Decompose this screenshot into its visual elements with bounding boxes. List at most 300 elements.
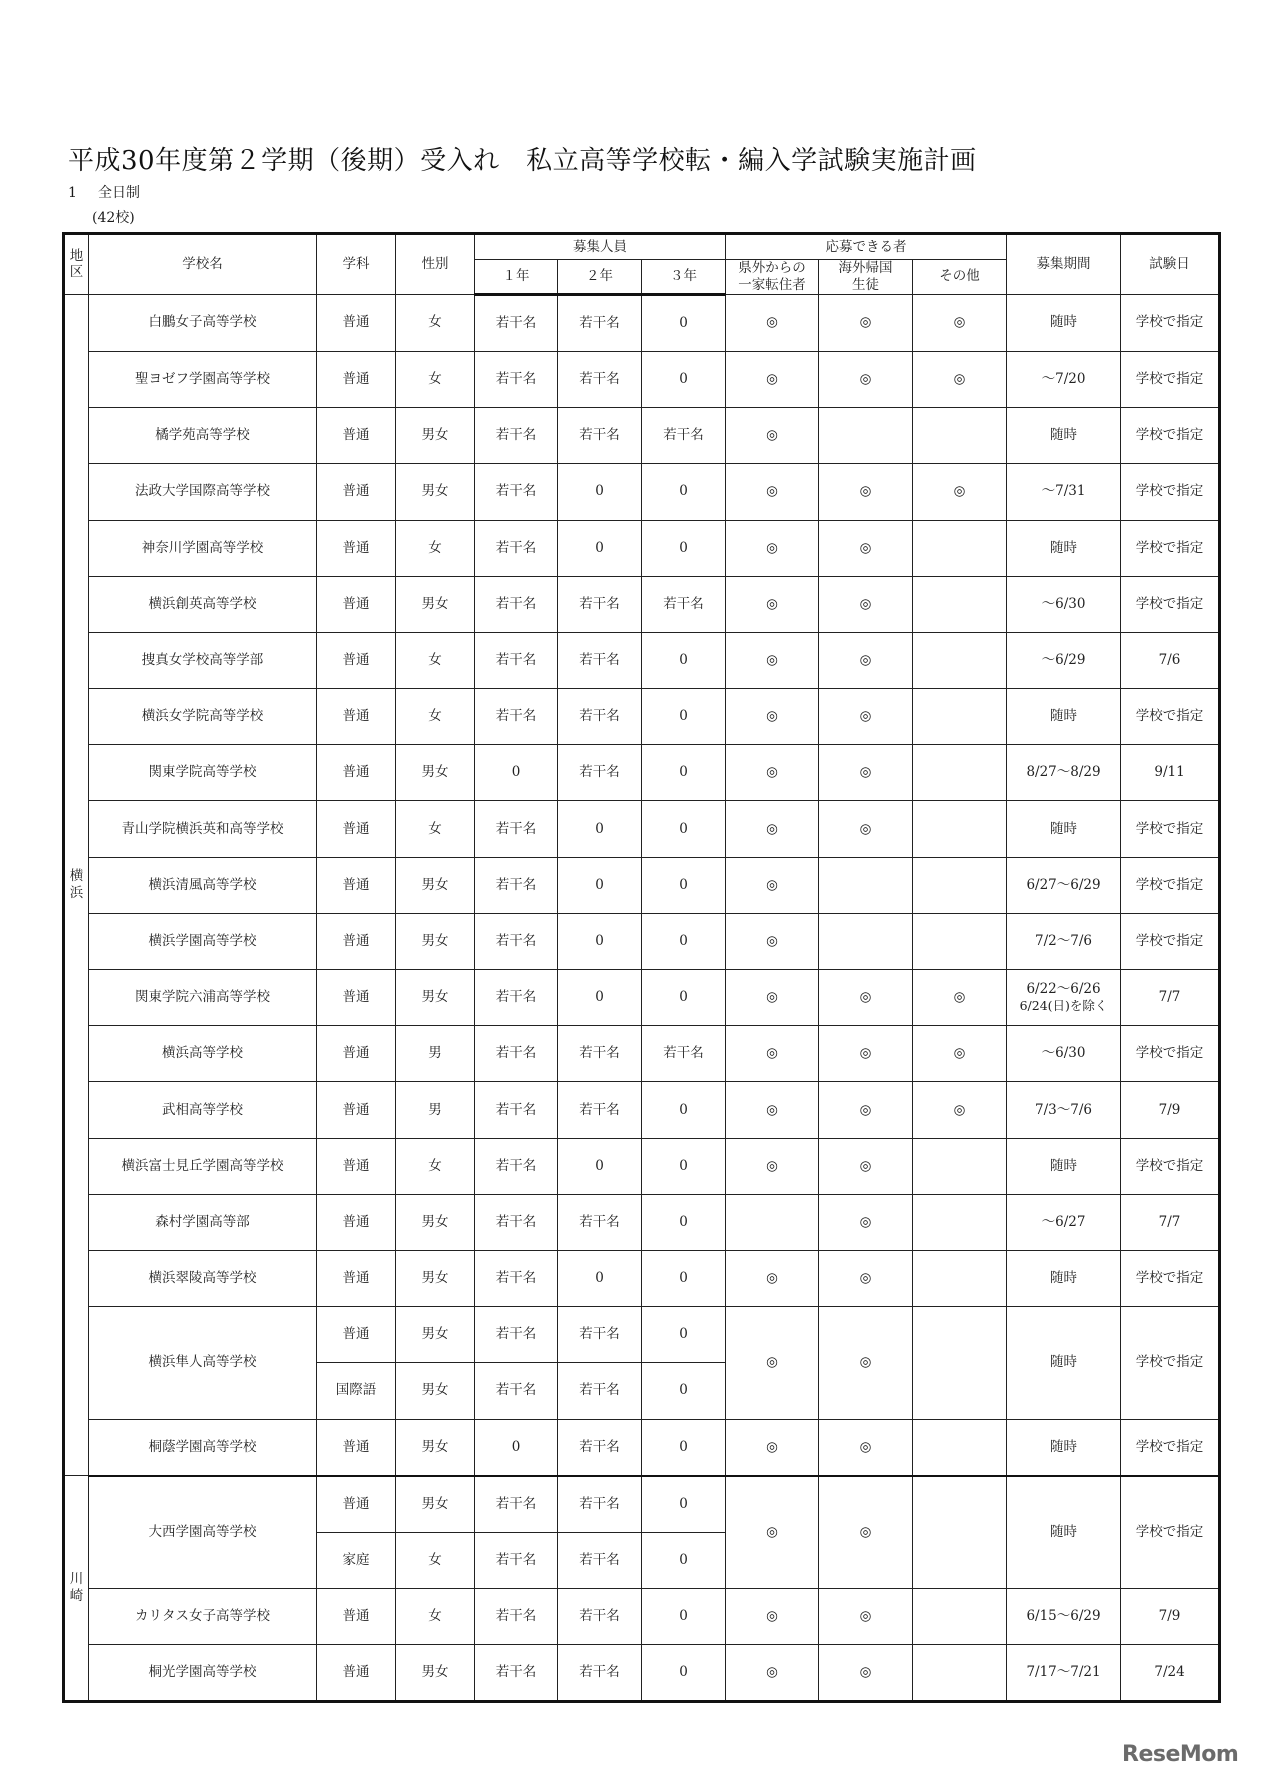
region-cell [64,1476,89,1702]
grade1-capacity: 若干名 [475,1645,558,1702]
table-row [64,632,1220,688]
grade1-capacity: 若干名 [475,1363,558,1419]
course-cell: 普通 [317,1082,396,1138]
grade3-capacity: 若干名 [642,1026,726,1082]
grade2-capacity: 若干名 [558,1194,642,1250]
exam-date-cell: 学校で指定 [1121,408,1220,464]
period-cell [1007,632,1121,688]
period-cell [1007,294,1121,351]
gender-cell: 男女 [396,464,475,520]
period-text: 7/2～7/6 [1035,932,1092,949]
school-name: 捜真女学校高等学部 [89,632,317,688]
other-mark: ◎ [913,464,1007,520]
returnee-mark: ◎ [819,1082,913,1138]
grade3-capacity: 0 [642,1476,726,1533]
other-mark [913,857,1007,913]
returnee-mark: ◎ [819,745,913,801]
grade2-capacity: 若干名 [558,1026,642,1082]
course-cell: 普通 [317,632,396,688]
gender-cell: 男 [396,1082,475,1138]
grade3-capacity: 0 [642,1138,726,1194]
grade3-capacity: 0 [642,801,726,857]
period-text: 6/22～6/26 [1026,981,1101,998]
returnee-mark: ◎ [819,1419,913,1476]
section-number: 1 [68,185,77,201]
school-name: 横浜清風高等学校 [89,857,317,913]
school-name: 関東学院六浦高等学校 [89,970,317,1026]
grade2-capacity: 若干名 [558,1645,642,1702]
other-mark: ◎ [913,1026,1007,1082]
exam-date-cell: 7/6 [1121,632,1220,688]
period-cell [1007,1194,1121,1250]
gender-cell: 男女 [396,970,475,1026]
grade1-capacity: 若干名 [475,1194,558,1250]
school-name: カリタス女子高等学校 [89,1589,317,1645]
period-cell [1007,520,1121,576]
exam-date-cell: 学校で指定 [1121,1026,1220,1082]
relocated-mark: ◎ [726,857,819,913]
school-name: 横浜創英高等学校 [89,576,317,632]
grade3-capacity: 0 [642,857,726,913]
grade1-capacity: 若干名 [475,351,558,407]
relocated-mark: ◎ [726,1419,819,1476]
course-cell: 普通 [317,1194,396,1250]
gender-cell: 男女 [396,1307,475,1363]
grade2-capacity: 0 [558,520,642,576]
period-text: 随時 [1050,1270,1078,1287]
period-text: 随時 [1050,708,1078,725]
gender-cell: 女 [396,351,475,407]
other-mark: ◎ [913,970,1007,1026]
gender-cell: 男女 [396,745,475,801]
grade1-capacity: 若干名 [475,1532,558,1588]
table-row [64,294,1220,351]
course-cell: 普通 [317,1307,396,1363]
table-row [64,351,1220,407]
grade2-capacity: 若干名 [558,745,642,801]
period-text: 6/27～6/29 [1026,876,1101,893]
header-other: その他 [913,260,1007,295]
returnee-mark [819,857,913,913]
course-cell: 普通 [317,351,396,407]
grade1-capacity: 若干名 [475,913,558,969]
returnee-mark: ◎ [819,294,913,351]
period-text: ～6/30 [1041,595,1086,612]
returnee-mark: ◎ [819,801,913,857]
other-mark [913,520,1007,576]
header-exam-date: 試験日 [1121,234,1220,295]
period-cell [1007,1026,1121,1082]
period-cell [1007,1082,1121,1138]
region-cell [64,294,89,1475]
period-cell [1007,1250,1121,1306]
table-row [64,1138,1220,1194]
period-text: 8/27～8/29 [1026,764,1101,781]
grade1-capacity: 若干名 [475,1476,558,1533]
grade3-capacity: 0 [642,294,726,351]
other-mark [913,1589,1007,1645]
period-cell [1007,408,1121,464]
grade2-capacity: 若干名 [558,1476,642,1533]
grade1-capacity: 若干名 [475,801,558,857]
gender-cell: 男女 [396,857,475,913]
grade2-capacity: 0 [558,464,642,520]
returnee-mark: ◎ [819,576,913,632]
gender-cell: 女 [396,1532,475,1588]
grade1-capacity: 若干名 [475,1250,558,1306]
relocated-mark: ◎ [726,576,819,632]
grade3-capacity: 若干名 [642,408,726,464]
course-cell: 普通 [317,1250,396,1306]
grade3-capacity: 若干名 [642,576,726,632]
school-name: 聖ヨゼフ学園高等学校 [89,351,317,407]
course-cell: 普通 [317,464,396,520]
grade3-capacity: 0 [642,1645,726,1702]
grade3-capacity: 0 [642,1589,726,1645]
period-cell [1007,1645,1121,1702]
section-label: 全日制 [98,185,140,201]
period-cell [1007,913,1121,969]
table-row [64,745,1220,801]
other-mark: ◎ [913,351,1007,407]
returnee-mark: ◎ [819,1307,913,1419]
other-mark [913,1645,1007,1702]
period-cell [1007,1476,1121,1589]
grade2-capacity: 若干名 [558,1532,642,1588]
school-name: 桐光学園高等学校 [89,1645,317,1702]
relocated-mark: ◎ [726,520,819,576]
grade1-capacity: 0 [475,1419,558,1476]
table-row [64,1589,1220,1645]
other-mark [913,745,1007,801]
header-relocated: 県外からの一家転住者 [726,260,819,295]
returnee-mark: ◎ [819,351,913,407]
returnee-mark: ◎ [819,1026,913,1082]
header-grade2: ２年 [558,260,642,295]
period-text: ～7/31 [1041,483,1086,500]
gender-cell: 男女 [396,1250,475,1306]
exam-date-cell: 7/9 [1121,1082,1220,1138]
grade3-capacity: 0 [642,1194,726,1250]
exam-date-cell: 7/24 [1121,1645,1220,1702]
relocated-mark: ◎ [726,1476,819,1589]
other-mark [913,1419,1007,1476]
course-cell: 普通 [317,294,396,351]
region-label: 横浜 [69,868,84,901]
grade2-capacity: 0 [558,1250,642,1306]
period-cell [1007,1307,1121,1419]
course-cell: 普通 [317,745,396,801]
relocated-mark: ◎ [726,464,819,520]
period-cell [1007,576,1121,632]
header-capacity: 募集人員 [475,234,726,260]
grade1-capacity: 若干名 [475,632,558,688]
period-text: ～6/27 [1041,1213,1086,1230]
grade3-capacity: 0 [642,1363,726,1419]
header-school: 学校名 [89,234,317,295]
course-cell: 普通 [317,857,396,913]
period-cell [1007,745,1121,801]
other-mark [913,1138,1007,1194]
table-row [64,1026,1220,1082]
section-heading [68,182,140,202]
returnee-mark: ◎ [819,970,913,1026]
exam-date-cell: 7/7 [1121,1194,1220,1250]
school-name: 関東学院高等学校 [89,745,317,801]
exam-date-cell: 学校で指定 [1121,1419,1220,1476]
grade2-capacity: 0 [558,913,642,969]
course-cell: 普通 [317,1138,396,1194]
grade2-capacity: 若干名 [558,408,642,464]
gender-cell: 女 [396,689,475,745]
period-text: ～6/29 [1041,652,1086,669]
relocated-mark: ◎ [726,1250,819,1306]
school-name: 武相高等学校 [89,1082,317,1138]
period-cell [1007,464,1121,520]
returnee-mark: ◎ [819,632,913,688]
grade3-capacity: 0 [642,464,726,520]
grade1-capacity: 若干名 [475,857,558,913]
school-name: 森村学園高等部 [89,1194,317,1250]
grade3-capacity: 0 [642,1419,726,1476]
gender-cell: 男 [396,1026,475,1082]
grade1-capacity: 若干名 [475,1026,558,1082]
exam-date-cell: 学校で指定 [1121,1250,1220,1306]
grade2-capacity: 若干名 [558,1419,642,1476]
exam-date-cell: 学校で指定 [1121,1138,1220,1194]
table-row [64,857,1220,913]
exam-date-cell: 9/11 [1121,745,1220,801]
relocated-mark: ◎ [726,913,819,969]
grade3-capacity: 0 [642,689,726,745]
school-name: 神奈川学園高等学校 [89,520,317,576]
gender-cell: 男女 [396,576,475,632]
exam-date-cell: 学校で指定 [1121,1307,1220,1419]
watermark-logo: ReseMom [1122,1742,1239,1767]
document-title: 平成30年度第２学期（後期）受入れ 私立高等学校転・編入学試験実施計画 [68,146,977,176]
gender-cell: 女 [396,801,475,857]
period-text: 随時 [1050,820,1078,837]
gender-cell: 男女 [396,408,475,464]
gender-cell: 女 [396,1138,475,1194]
table-row [64,801,1220,857]
admission-plan-table [62,232,1221,1703]
returnee-mark: ◎ [819,689,913,745]
period-text: 随時 [1050,427,1078,444]
exam-date-cell: 学校で指定 [1121,1476,1220,1589]
grade1-capacity: 0 [475,745,558,801]
grade1-capacity: 若干名 [475,970,558,1026]
course-cell: 普通 [317,520,396,576]
table-row [64,1307,1220,1363]
exam-date-cell: 学校で指定 [1121,520,1220,576]
grade2-capacity: 若干名 [558,1363,642,1419]
grade2-capacity: 若干名 [558,1307,642,1363]
course-cell: 普通 [317,1645,396,1702]
other-mark [913,576,1007,632]
course-cell: 普通 [317,970,396,1026]
period-cell [1007,1138,1121,1194]
header-course: 学科 [317,234,396,295]
exam-date-cell: 学校で指定 [1121,294,1220,351]
exam-date-cell: 学校で指定 [1121,913,1220,969]
grade1-capacity: 若干名 [475,689,558,745]
grade2-capacity: 若干名 [558,576,642,632]
region-label: 川崎 [69,1571,84,1605]
school-name: 横浜隼人高等学校 [89,1307,317,1419]
grade3-capacity: 0 [642,632,726,688]
gender-cell: 男女 [396,1194,475,1250]
grade2-capacity: 若干名 [558,294,642,351]
course-cell: 普通 [317,801,396,857]
other-mark [913,1250,1007,1306]
gender-cell: 男女 [396,1419,475,1476]
table-row [64,1194,1220,1250]
table-row [64,464,1220,520]
relocated-mark: ◎ [726,1589,819,1645]
relocated-mark: ◎ [726,1307,819,1419]
returnee-mark: ◎ [819,464,913,520]
grade3-capacity: 0 [642,520,726,576]
other-mark [913,408,1007,464]
grade2-capacity: 若干名 [558,632,642,688]
returnee-mark: ◎ [819,1476,913,1589]
relocated-mark: ◎ [726,1082,819,1138]
relocated-mark: ◎ [726,689,819,745]
course-cell: 普通 [317,408,396,464]
grade1-capacity: 若干名 [475,1138,558,1194]
returnee-mark: ◎ [819,1194,913,1250]
table-row [64,1645,1220,1702]
header-grade3: ３年 [642,260,726,295]
grade3-capacity: 0 [642,913,726,969]
grade3-capacity: 0 [642,745,726,801]
course-cell: 普通 [317,1026,396,1082]
relocated-mark: ◎ [726,351,819,407]
period-text: 7/17～7/21 [1026,1664,1101,1681]
relocated-mark: ◎ [726,745,819,801]
returnee-mark: ◎ [819,520,913,576]
other-mark [913,1307,1007,1419]
school-name: 法政大学国際高等学校 [89,464,317,520]
school-name: 横浜翠陵高等学校 [89,1250,317,1306]
period-text: 随時 [1050,539,1078,556]
relocated-mark: ◎ [726,1645,819,1702]
grade3-capacity: 0 [642,1250,726,1306]
gender-cell: 男女 [396,1363,475,1419]
school-name: 橘学苑高等学校 [89,408,317,464]
grade2-capacity: 0 [558,970,642,1026]
returnee-mark: ◎ [819,1250,913,1306]
gender-cell: 男女 [396,1645,475,1702]
other-mark [913,801,1007,857]
other-mark [913,913,1007,969]
other-mark [913,1476,1007,1589]
grade2-capacity: 若干名 [558,351,642,407]
school-name: 横浜富士見丘学園高等学校 [89,1138,317,1194]
header-period: 募集期間 [1007,234,1121,295]
period-cell [1007,1419,1121,1476]
period-cell [1007,689,1121,745]
period-note: 6/24(日)を除く [1019,998,1108,1014]
table-body [64,294,1220,1702]
grade1-capacity: 若干名 [475,1307,558,1363]
exam-date-cell: 学校で指定 [1121,576,1220,632]
header-gender: 性別 [396,234,475,295]
table-row [64,520,1220,576]
table-row [64,689,1220,745]
course-cell: 普通 [317,689,396,745]
course-cell: 普通 [317,1476,396,1533]
exam-date-cell: 学校で指定 [1121,801,1220,857]
relocated-mark: ◎ [726,294,819,351]
table-row [64,1419,1220,1476]
relocated-mark: ◎ [726,408,819,464]
other-mark [913,632,1007,688]
school-name: 桐蔭学園高等学校 [89,1419,317,1476]
period-text: ～6/30 [1041,1045,1086,1062]
gender-cell: 男女 [396,913,475,969]
grade1-capacity: 若干名 [475,576,558,632]
exam-date-cell: 学校で指定 [1121,351,1220,407]
grade3-capacity: 0 [642,351,726,407]
course-cell: 普通 [317,913,396,969]
period-text: 随時 [1050,1523,1078,1540]
school-name: 青山学院横浜英和高等学校 [89,801,317,857]
exam-date-cell: 学校で指定 [1121,857,1220,913]
exam-date-cell: 7/7 [1121,970,1220,1026]
grade1-capacity: 若干名 [475,520,558,576]
relocated-mark: ◎ [726,801,819,857]
grade1-capacity: 若干名 [475,1082,558,1138]
period-text: 随時 [1050,1157,1078,1174]
gender-cell: 女 [396,520,475,576]
other-mark: ◎ [913,294,1007,351]
header-region: 地区 [64,234,89,295]
exam-date-cell: 学校で指定 [1121,689,1220,745]
period-cell [1007,351,1121,407]
returnee-mark [819,408,913,464]
header-grade1: １年 [475,260,558,295]
exam-date-cell: 学校で指定 [1121,464,1220,520]
returnee-mark: ◎ [819,1645,913,1702]
grade2-capacity: 0 [558,801,642,857]
period-cell [1007,970,1121,1026]
grade3-capacity: 0 [642,1532,726,1588]
table-row [64,1476,1220,1533]
period-text: 随時 [1050,1438,1078,1455]
exam-date-cell: 7/9 [1121,1589,1220,1645]
grade3-capacity: 0 [642,1082,726,1138]
relocated-mark [726,1194,819,1250]
header-returnee: 海外帰国生徒 [819,260,913,295]
returnee-mark: ◎ [819,1589,913,1645]
grade2-capacity: 0 [558,1138,642,1194]
other-mark [913,689,1007,745]
gender-cell: 女 [396,632,475,688]
period-text: 7/3～7/6 [1035,1101,1092,1118]
table-row [64,1082,1220,1138]
other-mark [913,1194,1007,1250]
table-row [64,1250,1220,1306]
course-cell: 普通 [317,1419,396,1476]
course-cell: 普通 [317,1589,396,1645]
grade3-capacity: 0 [642,970,726,1026]
table-row [64,576,1220,632]
grade2-capacity: 若干名 [558,689,642,745]
relocated-mark: ◎ [726,632,819,688]
school-name: 大西学園高等学校 [89,1476,317,1589]
